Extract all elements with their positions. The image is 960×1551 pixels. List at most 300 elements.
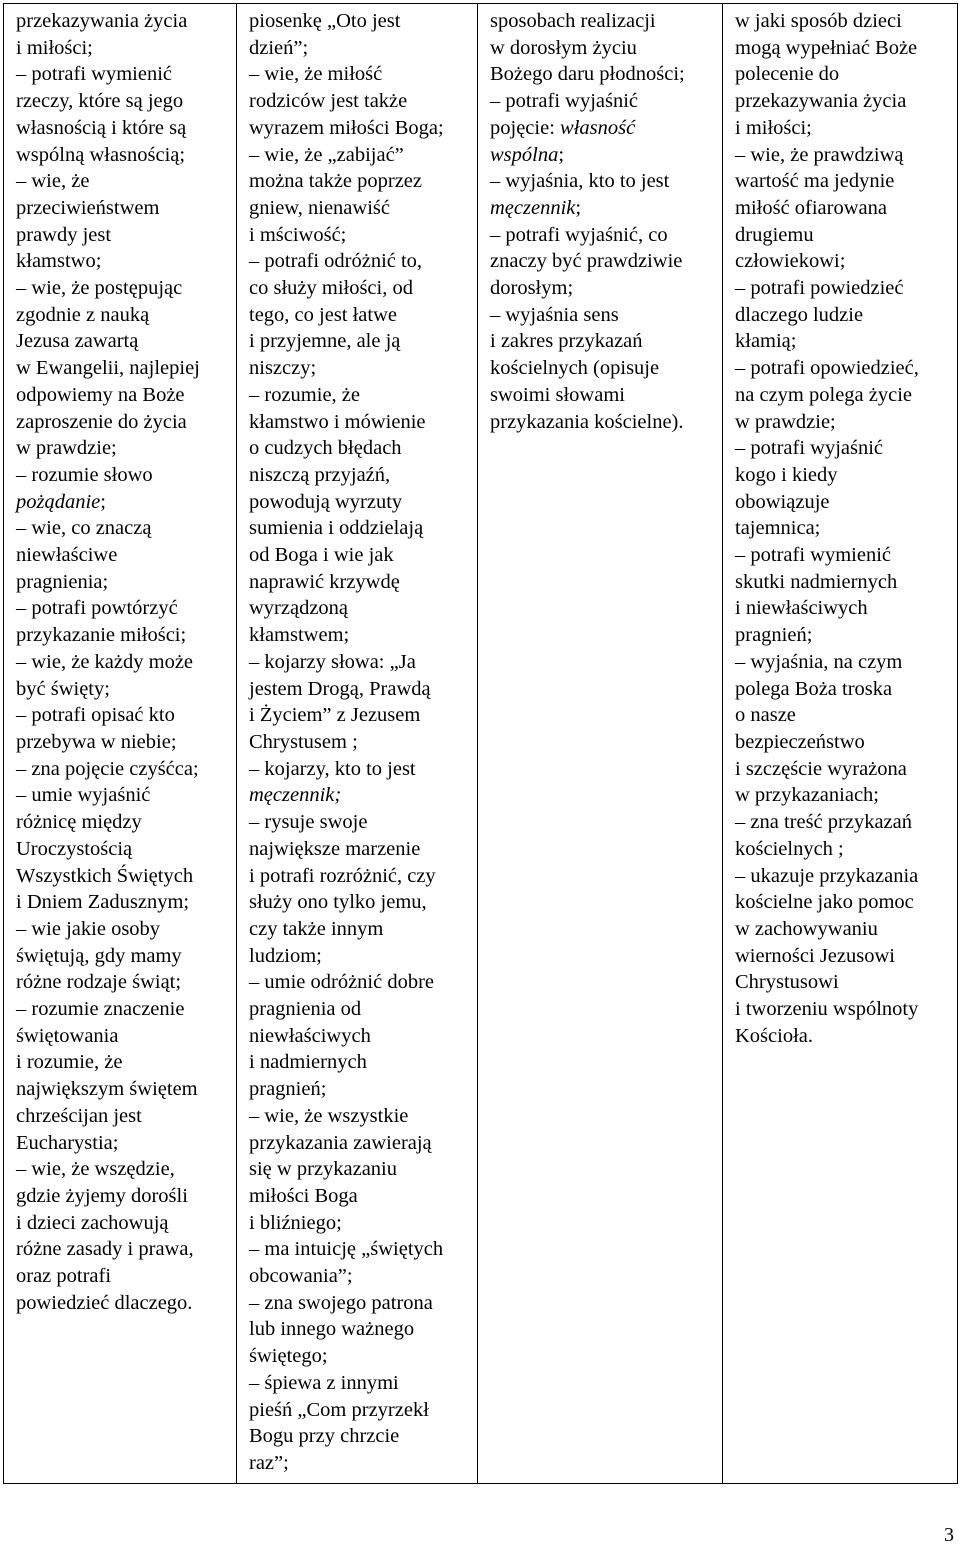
text-line — [249, 382, 467, 409]
text-content: – zna treść przykazań — [735, 811, 912, 834]
text-line — [249, 355, 467, 382]
text-content: – potrafi wyjaśnić, co — [490, 223, 668, 246]
text-line — [490, 8, 712, 35]
text-content: – rozumie słowo — [16, 463, 153, 486]
text-content: – wie, że prawdziwą — [735, 143, 904, 166]
text-content: w prawdzie; — [735, 410, 836, 433]
text-content: wartość ma jedynie — [735, 170, 895, 193]
text-line — [16, 1130, 226, 1157]
text-line — [735, 35, 947, 62]
text-line — [16, 996, 226, 1023]
text-line — [249, 889, 467, 916]
text-line — [249, 489, 467, 516]
text-line — [490, 35, 712, 62]
text-content: niszczą przyjaźń, — [249, 463, 391, 486]
text-line — [16, 1049, 226, 1076]
text-content: niszczy; — [249, 357, 317, 380]
text-content: rodziców jest także — [249, 90, 408, 113]
text-line — [735, 836, 947, 863]
text-line — [249, 542, 467, 569]
text-content: kłamstwo; — [16, 250, 102, 273]
text-content: prawdy jest — [16, 223, 112, 246]
text-line — [249, 1450, 467, 1477]
text-content: – kojarzy słowa: „Ja — [249, 650, 416, 673]
text-line — [735, 595, 947, 622]
text-content: przekazywania życia — [16, 10, 188, 32]
italic-term: wspólna — [490, 143, 559, 166]
text-content: i szczęście wyrażona — [735, 757, 907, 780]
text-line — [490, 222, 712, 249]
text-line — [16, 863, 226, 890]
text-content: bezpieczeństwo — [735, 730, 865, 753]
text-line — [490, 115, 712, 142]
text-content: przeciwieństwem — [16, 196, 160, 219]
text-content: zaproszenie do życia — [16, 410, 187, 433]
text-content: skutki nadmiernych — [735, 570, 898, 593]
text-line — [249, 595, 467, 622]
text-content: – potrafi opowiedzieć, — [735, 357, 919, 380]
text-content: i miłości; — [735, 116, 812, 139]
text-content: i miłości; — [16, 36, 93, 59]
text-line — [735, 195, 947, 222]
text-content: Uroczystością — [16, 837, 133, 860]
text-line — [249, 1183, 467, 1210]
text-line — [249, 515, 467, 542]
text-line — [249, 943, 467, 970]
text-line — [490, 275, 712, 302]
text-line — [16, 1210, 226, 1237]
text-content: – umie wyjaśnić — [16, 784, 151, 807]
text-line — [735, 943, 947, 970]
text-content: przykazania zawierają — [249, 1131, 432, 1154]
text-line — [16, 702, 226, 729]
text-content: Chrystusem ; — [249, 730, 358, 753]
text-line — [16, 969, 226, 996]
text-line — [16, 1103, 226, 1130]
text-line — [735, 649, 947, 676]
text-line — [735, 809, 947, 836]
text-content: – wie, że każdy może — [16, 650, 194, 673]
text-line — [249, 916, 467, 943]
text-line — [735, 969, 947, 996]
text-content: – wie jakie osoby — [16, 917, 161, 940]
text-content: w dorosłym życiu — [490, 36, 637, 59]
text-line — [249, 782, 467, 809]
text-content: kogo i kiedy — [735, 463, 838, 486]
text-content: – potrafi wyjaśnić — [735, 437, 884, 460]
text-content: dzień”; — [249, 36, 309, 59]
text-line — [735, 702, 947, 729]
text-content: – wie, że wszystkie — [249, 1104, 409, 1127]
text-line — [16, 409, 226, 436]
text-content: i Dniem Zadusznym; — [16, 891, 190, 914]
text-line — [16, 889, 226, 916]
column-cell-4 — [723, 4, 958, 1484]
text-line — [735, 756, 947, 783]
text-content: można także poprzez — [249, 170, 423, 193]
text-content: w zachowywaniu — [735, 917, 878, 940]
text-line — [249, 676, 467, 703]
text-content: zgodnie z nauką — [16, 303, 150, 326]
text-content: – wie, co znaczą — [16, 517, 152, 540]
text-content: powodują wyrzuty — [249, 490, 403, 513]
text-content: w przykazaniach; — [735, 784, 879, 807]
text-line — [735, 782, 947, 809]
text-line — [16, 462, 226, 489]
text-line — [735, 168, 947, 195]
text-content: Bożego daru płodności; — [490, 63, 685, 86]
text-content: czy także innym — [249, 917, 384, 940]
text-line — [249, 248, 467, 275]
text-content: największe marzenie — [249, 837, 421, 860]
text-content: – wie, że miłość — [249, 63, 383, 86]
text-content: różne zasady i prawa, — [16, 1238, 194, 1261]
italic-term: męczennik — [490, 196, 576, 219]
text-line — [16, 756, 226, 783]
text-line — [249, 409, 467, 436]
text-content: niewłaściwe — [16, 544, 118, 567]
text-content: w prawdzie; — [16, 437, 117, 460]
text-content: Chrystusowi — [735, 971, 839, 994]
text-line — [249, 1343, 467, 1370]
text-content: i niewłaściwych — [735, 597, 868, 620]
text-line — [490, 302, 712, 329]
text-line — [249, 115, 467, 142]
text-suffix: ; — [100, 490, 106, 513]
text-line — [249, 1210, 467, 1237]
text-line — [16, 1236, 226, 1263]
text-content: dlaczego ludzie — [735, 303, 864, 326]
text-line — [490, 382, 712, 409]
text-content: gniew, nienawiść — [249, 196, 390, 219]
text-line — [735, 542, 947, 569]
text-line — [16, 35, 226, 62]
text-line — [249, 1236, 467, 1263]
text-prefix: pojęcie: — [490, 116, 561, 139]
text-content: Eucharystia; — [16, 1131, 119, 1154]
text-content: powiedzieć dlaczego. — [16, 1291, 193, 1314]
text-content: – ukazuje przykazania — [735, 864, 919, 887]
text-content: – potrafi opisać kto — [16, 704, 175, 727]
text-line — [16, 382, 226, 409]
text-line — [16, 195, 226, 222]
text-content: lub innego ważnego — [249, 1318, 415, 1341]
text-line — [16, 88, 226, 115]
text-line — [249, 8, 467, 35]
text-line — [16, 435, 226, 462]
text-line — [735, 462, 947, 489]
text-content: – potrafi odróżnić to, — [249, 250, 423, 273]
italic-term: męczennik; — [249, 784, 342, 807]
text-content: – umie odróżnić dobre — [249, 971, 435, 994]
text-line — [249, 702, 467, 729]
text-content: Kościoła. — [735, 1024, 813, 1047]
text-line — [735, 889, 947, 916]
text-line — [16, 729, 226, 756]
text-line — [16, 275, 226, 302]
text-content: własnością i które są — [16, 116, 187, 139]
text-line — [735, 382, 947, 409]
text-line — [735, 328, 947, 355]
text-line — [735, 142, 947, 169]
text-content: kłamstwo i mówienie — [249, 410, 426, 433]
text-content: – potrafi wyjaśnić — [490, 90, 639, 113]
text-line — [249, 462, 467, 489]
text-content: – wie, że wszędzie, — [16, 1158, 175, 1181]
text-line — [735, 676, 947, 703]
text-line — [16, 1076, 226, 1103]
column-cell-3 — [478, 4, 723, 1484]
text-line — [249, 61, 467, 88]
text-content: – wie, że postępując — [16, 277, 183, 300]
text-line — [16, 542, 226, 569]
text-content: wyrządzoną — [249, 597, 349, 620]
text-line — [16, 782, 226, 809]
text-line — [735, 916, 947, 943]
text-line — [249, 1397, 467, 1424]
text-line — [249, 1023, 467, 1050]
text-content: Bogu przy chrzcie — [249, 1425, 400, 1448]
text-line — [249, 168, 467, 195]
text-content: drugiemu — [735, 223, 814, 246]
text-content: się w przykazaniu — [249, 1158, 397, 1181]
text-line — [490, 248, 712, 275]
text-line — [16, 8, 226, 35]
text-line — [249, 1076, 467, 1103]
text-content: pragnień; — [735, 624, 813, 647]
text-content: – wie, że — [16, 170, 90, 193]
text-content: być święty; — [16, 677, 110, 700]
text-content: miłości Boga — [249, 1184, 358, 1207]
text-line — [735, 996, 947, 1023]
text-content: – wie, że „zabijać” — [249, 143, 404, 166]
text-line — [16, 168, 226, 195]
text-content: i dzieci zachowują — [16, 1211, 169, 1234]
text-line — [735, 302, 947, 329]
text-line — [16, 809, 226, 836]
text-content: pragnień; — [249, 1078, 327, 1101]
text-content: o cudzych błędach — [249, 437, 402, 460]
text-line — [249, 863, 467, 890]
text-line — [16, 1290, 226, 1317]
text-line — [490, 355, 712, 382]
text-content: gdzie żyjemy dorośli — [16, 1184, 188, 1207]
text-content: – śpiewa z innymi — [249, 1371, 399, 1394]
text-content: chrześcijan jest — [16, 1104, 142, 1127]
text-line — [16, 1183, 226, 1210]
text-content: tego, co jest łatwe — [249, 303, 398, 326]
text-line — [249, 88, 467, 115]
text-content: kościelne jako pomoc — [735, 891, 914, 914]
text-line — [490, 328, 712, 355]
text-line — [249, 569, 467, 596]
text-content: – rozumie znaczenie — [16, 998, 185, 1021]
text-content: oraz potrafi — [16, 1265, 112, 1288]
text-line — [249, 435, 467, 462]
text-line — [249, 1316, 467, 1343]
text-line — [16, 302, 226, 329]
text-line — [16, 248, 226, 275]
text-content: rzeczy, które są jego — [16, 90, 184, 113]
text-content: wierności Jezusowi — [735, 944, 895, 967]
italic-term: własność — [560, 116, 636, 139]
text-content: człowiekowi; — [735, 250, 846, 273]
text-content: i zakres przykazań — [490, 330, 643, 353]
text-line — [249, 1263, 467, 1290]
text-content: – rozumie, że — [249, 383, 360, 406]
text-content: przykazanie miłości; — [16, 624, 187, 647]
text-content: – potrafi wymienić — [16, 63, 172, 86]
text-content: dorosłym; — [490, 277, 574, 300]
text-line — [16, 355, 226, 382]
text-line — [735, 222, 947, 249]
text-line — [249, 1290, 467, 1317]
text-content: i rozumie, że — [16, 1051, 123, 1074]
text-content: obowiązuje — [735, 490, 830, 513]
text-content: sumienia i oddzielają — [249, 517, 424, 540]
text-line — [16, 222, 226, 249]
text-line — [249, 142, 467, 169]
text-line — [249, 328, 467, 355]
text-line — [249, 222, 467, 249]
text-line — [16, 569, 226, 596]
text-line — [249, 302, 467, 329]
text-content: – wyjaśnia sens — [490, 303, 619, 326]
text-line — [16, 1156, 226, 1183]
text-content: o nasze — [735, 704, 796, 727]
text-line — [16, 676, 226, 703]
text-content: w Ewangelii, najlepiej — [16, 357, 200, 380]
text-suffix: ; — [575, 196, 582, 219]
text-line — [249, 35, 467, 62]
column-cell-1 — [4, 4, 237, 1484]
text-content: i Życiem” z Jezusem — [249, 704, 421, 727]
text-line — [16, 142, 226, 169]
text-content: raz”; — [249, 1451, 289, 1474]
text-content: różnicę między — [16, 811, 142, 834]
text-line — [735, 489, 947, 516]
text-line — [16, 328, 226, 355]
text-content: w jaki sposób dzieci — [735, 10, 902, 32]
text-line — [249, 1370, 467, 1397]
text-content: kłamią; — [735, 330, 797, 353]
text-content: – potrafi powiedzieć — [735, 277, 904, 300]
text-line — [490, 142, 712, 169]
page-number: 3 — [944, 1524, 954, 1546]
text-content: kościelnych (opisuje — [490, 357, 660, 380]
text-content: naprawić krzywdę — [249, 570, 400, 593]
text-content: i potrafi rozróżnić, czy — [249, 864, 436, 887]
text-line — [249, 809, 467, 836]
text-line — [16, 115, 226, 142]
text-content: pieśń „Com przyrzekł — [249, 1398, 429, 1421]
text-content: pragnienia; — [16, 570, 109, 593]
text-line — [249, 649, 467, 676]
text-content: – zna pojęcie czyśćca; — [16, 757, 199, 780]
text-content: swoimi słowami — [490, 383, 625, 406]
text-line — [490, 61, 712, 88]
text-line — [249, 996, 467, 1023]
text-line — [249, 1156, 467, 1183]
text-content: – kojarzy, kto to jest — [249, 757, 416, 780]
text-line — [16, 1263, 226, 1290]
requirements-table — [3, 3, 958, 1484]
text-content: świętowania — [16, 1024, 119, 1047]
text-content: Wszystkich Świętych — [16, 864, 194, 887]
text-line — [249, 1130, 467, 1157]
text-line — [249, 1423, 467, 1450]
text-content: przebywa w niebie; — [16, 730, 177, 753]
text-line — [735, 1023, 947, 1050]
text-line — [735, 355, 947, 382]
table-row — [4, 4, 958, 1484]
text-line — [249, 1103, 467, 1130]
text-line — [16, 61, 226, 88]
text-line — [16, 836, 226, 863]
text-content: i mściwość; — [249, 223, 347, 246]
text-line — [16, 943, 226, 970]
text-content: – wyjaśnia, na czym — [735, 650, 903, 673]
text-content: obcowania”; — [249, 1265, 353, 1288]
text-suffix: ; — [558, 143, 565, 166]
text-line — [735, 435, 947, 462]
text-line — [735, 88, 947, 115]
text-line — [490, 409, 712, 436]
text-content: na czym polega życie — [735, 383, 913, 406]
text-content: i bliźniego; — [249, 1211, 342, 1234]
text-line — [490, 168, 712, 195]
text-line — [249, 195, 467, 222]
text-line — [735, 275, 947, 302]
column-cell-2 — [237, 4, 478, 1484]
text-line — [16, 489, 226, 516]
text-line — [249, 622, 467, 649]
text-content: świętego; — [249, 1345, 328, 1368]
text-content: od Boga i wie jak — [249, 544, 394, 567]
text-content: i nadmiernych — [249, 1051, 367, 1074]
text-line — [735, 115, 947, 142]
text-line — [16, 916, 226, 943]
text-line — [16, 515, 226, 542]
text-line — [735, 61, 947, 88]
text-line — [249, 969, 467, 996]
text-line — [735, 515, 947, 542]
text-content: kościelnych ; — [735, 837, 844, 860]
text-line — [735, 863, 947, 890]
text-content: i przyjemne, ale ją — [249, 330, 401, 353]
text-content: polecenie do — [735, 63, 840, 86]
text-line — [249, 1049, 467, 1076]
text-content: – zna swojego patrona — [249, 1291, 433, 1314]
text-line — [735, 8, 947, 35]
text-content: – potrafi powtórzyć — [16, 597, 178, 620]
text-line — [16, 595, 226, 622]
text-line — [735, 622, 947, 649]
text-content: ludziom; — [249, 944, 322, 967]
text-line — [249, 756, 467, 783]
text-line — [16, 649, 226, 676]
text-content: – potrafi wymienić — [735, 544, 891, 567]
text-content: wyrazem miłości Boga; — [249, 116, 444, 139]
text-line — [490, 88, 712, 115]
text-line — [16, 1023, 226, 1050]
text-content: odpowiemy na Boże — [16, 383, 185, 406]
text-content: – rysuje swoje — [249, 811, 368, 834]
text-content: polega Boża troska — [735, 677, 893, 700]
text-content: co służy miłości, od — [249, 277, 413, 300]
text-content: tajemnica; — [735, 517, 821, 540]
text-content: – wyjaśnia, kto to jest — [490, 170, 670, 193]
